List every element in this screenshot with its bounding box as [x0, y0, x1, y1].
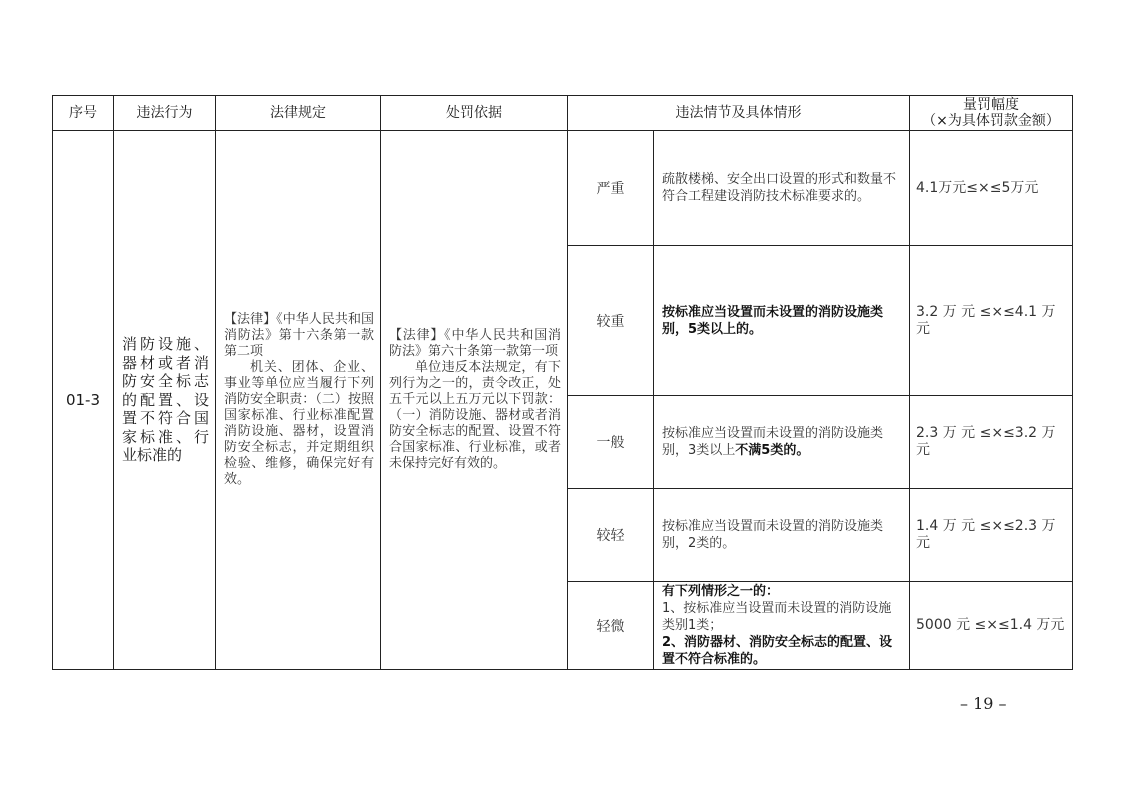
- amount-text: 5000 元 ≤×≤1.4 万元: [916, 617, 1065, 633]
- law-body: 机关、团体、企业、事业等单位应当履行下列消防安全职责：（二）按照国家标准、行业标准配置消防设施、器材，设置消防安全标志，并定期组织检验、维修，确保完好有效。: [224, 360, 374, 487]
- amount-text: 1.4 万 元 ≤×≤2.3 万元: [916, 518, 1056, 551]
- basis-cell: [381, 131, 568, 670]
- header-amount-line2: （×为具体罚款金额）: [922, 113, 1060, 129]
- header-law: 法律规定: [216, 96, 381, 131]
- amount-cell: [910, 396, 1073, 489]
- desc-item-1: 1、按标准应当设置而未设置的消防设施类别1类；: [662, 601, 892, 633]
- desc-item-2: 2、消防器材、消防安全标志的配置、设置不符合标准的。: [662, 635, 893, 667]
- seq-cell: 01-3: [53, 131, 114, 670]
- header-act: 违法行为: [114, 96, 216, 131]
- header-basis: 处罚依据: [381, 96, 568, 131]
- page-number: – 19 –: [960, 694, 1007, 713]
- law-title: 【法律】《中华人民共和国消防法》第十六条第一款第二项: [224, 312, 374, 359]
- amount-text: 3.2 万 元 ≤×≤4.1 万元: [916, 303, 1056, 337]
- header-seq: 序号: [53, 96, 114, 131]
- header-amount: [910, 96, 1073, 131]
- penalty-table: [52, 95, 1073, 670]
- level-cell: 较轻: [568, 489, 654, 582]
- amount-text: 4.1万元≤×≤5万元: [916, 179, 1039, 196]
- desc-cell: [654, 396, 910, 489]
- amount-cell: [910, 489, 1073, 582]
- violation-cell: 消防设施、器材或者消防安全标志的配置、设置不符合国家标准、行业标准的: [114, 131, 216, 670]
- desc-cell: [654, 582, 910, 670]
- desc-text: 按标准应当设置而未设置的消防设施类别，5类以上的。: [662, 304, 884, 337]
- header-amount-line1: 量罚幅度: [963, 97, 1019, 113]
- desc-head: 有下列情形之一的：: [662, 584, 780, 599]
- level-cell: 轻微: [568, 582, 654, 670]
- desc-cell: 按标准应当设置而未设置的消防设施类别，2类的。: [654, 489, 910, 582]
- desc-text-b: 不满5类的。: [735, 443, 810, 458]
- table-row: [53, 131, 1073, 246]
- level-cell: 较重: [568, 246, 654, 396]
- amount-cell: [910, 131, 1073, 246]
- desc-cell: [654, 246, 910, 396]
- header-row: [53, 96, 1073, 131]
- basis-body: 单位违反本法规定，有下列行为之一的，责令改正，处五千元以上五万元以下罚款：（一）消防设施、器材或者消防安全标志的配置、设置不符合国家标准、行业标准，或者未保持完好有效的。: [389, 360, 561, 471]
- amount-cell: [910, 246, 1073, 396]
- desc-text-a: 按标准应当设置而未设置的消防设施类别，3类以上: [662, 426, 884, 458]
- level-cell: 严重: [568, 131, 654, 246]
- amount-cell: [910, 582, 1073, 670]
- amount-text: 2.3 万 元 ≤×≤3.2 万元: [916, 425, 1056, 458]
- basis-title: 【法律】《中华人民共和国消防法》第六十条第一款第一项: [389, 328, 561, 359]
- law-cell: [216, 131, 381, 670]
- level-cell: 一般: [568, 396, 654, 489]
- header-situation: 违法情节及具体情形: [568, 96, 910, 131]
- desc-cell: 疏散楼梯、安全出口设置的形式和数量不符合工程建设消防技术标准要求的。: [654, 131, 910, 246]
